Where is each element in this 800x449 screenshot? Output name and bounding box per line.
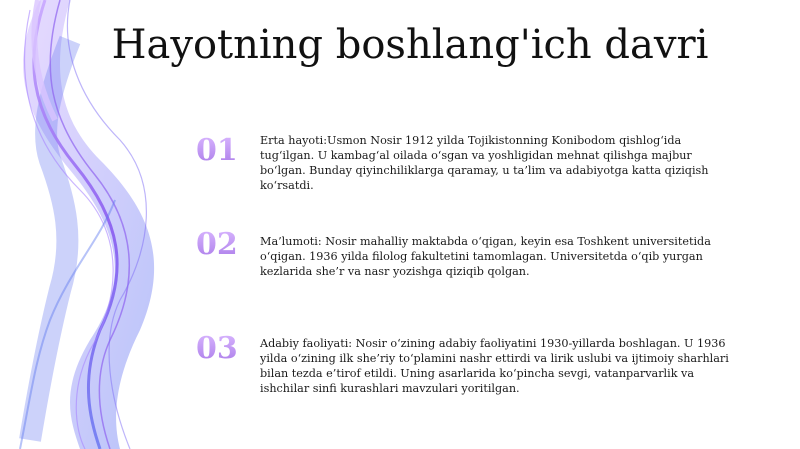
- list-item: [196, 228, 736, 318]
- item-number: 03: [196, 332, 246, 366]
- list-item: [196, 332, 736, 422]
- item-text: Adabiy faoliyati: Nosir o‘zining adabiy faoliyatini 1930-yillarda boshlagan. U 1936 yilda o‘zining ilk she’riy to‘plamini nashr ettirdi va lirik uslubi va ijtimoiy sharhlari bilan tezda e’tirof etildi. Uning asarlarida ko‘pincha sevgi, vatanparvarlik va ishchilar sinfi kurashlari mavzulari yoritilgan.: [260, 337, 729, 395]
- item-text: Erta hayoti:Usmon Nosir 1912 yilda Tojikistonning Konibodom qishlog‘ida tug‘ilgan. U kambag‘al oilada o‘sgan va yoshligidan mehnat qilishga majbur bo‘lgan. Bunday qiyinchiliklarga qaramay, u ta’lim va adabiyotga katta qiziqish ko‘rsatdi.: [260, 134, 709, 192]
- item-number: 02: [196, 228, 246, 262]
- page-title: Hayotning boshlang'ich davri: [111, 22, 709, 68]
- list-item: [196, 134, 736, 224]
- item-number: 01: [196, 134, 246, 168]
- item-text: Ma’lumoti: Nosir mahalliy maktabda o‘qigan, keyin esa Toshkent universitetida o‘qigan. 1936 yilda filolog fakultetini tamomlagan. Universitetda o‘qib yurgan kezlarida she’r va nasr yozishga qiziqib qolgan.: [260, 235, 711, 278]
